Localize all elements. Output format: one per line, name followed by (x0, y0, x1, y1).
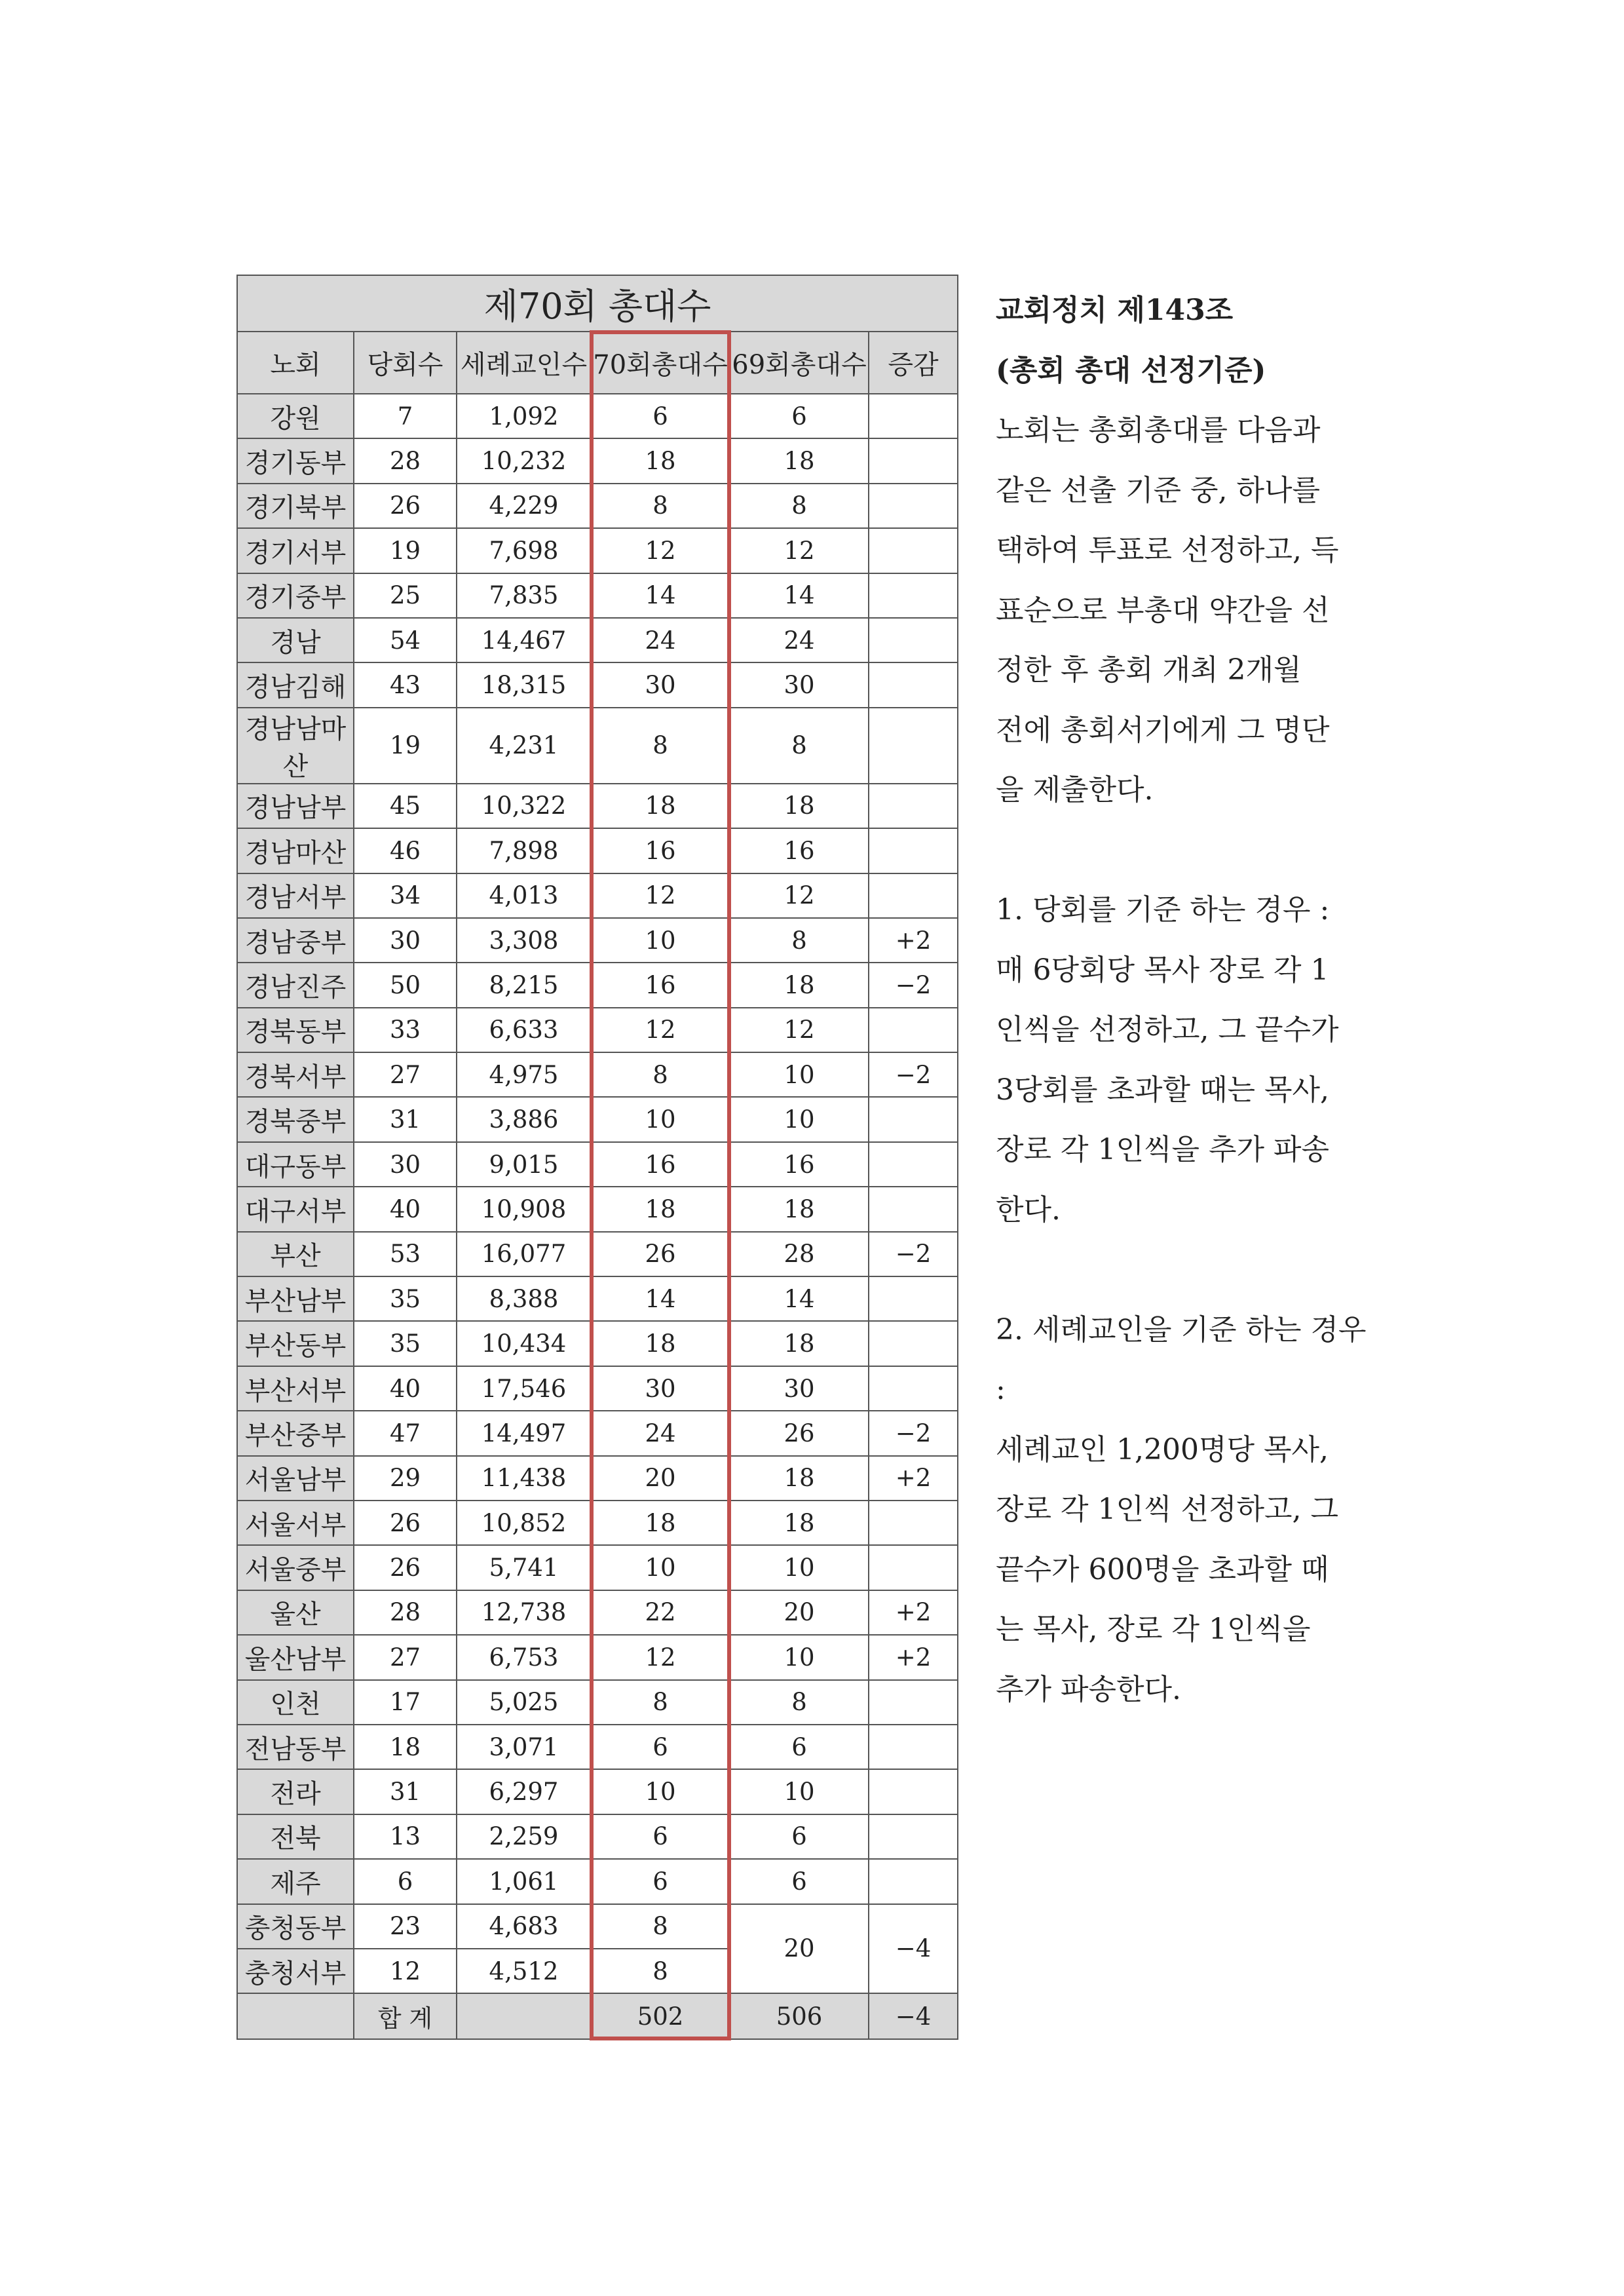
table-row (237, 1501, 958, 1545)
table-title: 제70회 총대수 (237, 275, 958, 332)
table-row (237, 1008, 958, 1052)
delegates-70-cell: 12 (591, 528, 730, 573)
session-criterion-line: 인씩을 선정하고, 그 끝수가 (996, 1013, 1339, 1046)
delegates-70-cell: 10 (591, 1769, 730, 1814)
session-count-cell: 26 (354, 1545, 457, 1590)
total-label: 합 계 (354, 1993, 457, 2039)
delegates-70-cell: 6 (591, 1859, 730, 1904)
total-row (237, 1993, 958, 2039)
table-row (237, 1590, 958, 1635)
delegates-69-cell: 6 (730, 1859, 869, 1904)
intro-line: 택하여 투표로 선정하고, 득 (996, 533, 1339, 567)
session-criterion-line: 한다. (996, 1193, 1061, 1227)
delegates-69-cell: 14 (730, 573, 869, 618)
delegates-69-cell: 10 (730, 1635, 869, 1679)
baptized-count-cell: 9,015 (457, 1142, 591, 1187)
presbytery-name-cell: 울산남부 (237, 1635, 354, 1679)
delegates-69-cell: 8 (730, 918, 869, 963)
delegates-69-cell: 8 (730, 1680, 869, 1725)
baptized-count-cell: 6,297 (457, 1769, 591, 1814)
header-row (237, 332, 958, 394)
table-row (237, 1635, 958, 1679)
presbytery-name-cell: 전북 (237, 1814, 354, 1859)
presbytery-name-cell: 울산 (237, 1590, 354, 1635)
total-empty-cell (237, 1993, 354, 2039)
baptized-count-cell: 10,322 (457, 784, 591, 828)
session-count-cell: 35 (354, 1321, 457, 1366)
presbytery-name-cell: 대구동부 (237, 1142, 354, 1187)
presbytery-name-cell: 경남 (237, 618, 354, 662)
table-row (237, 528, 958, 573)
delegates-70-cell: 18 (591, 1501, 730, 1545)
presbytery-name-cell: 서울중부 (237, 1545, 354, 1590)
session-count-cell: 45 (354, 784, 457, 828)
table-row (237, 1411, 958, 1455)
baptized-count-cell: 6,633 (457, 1008, 591, 1052)
change-cell: −2 (869, 1232, 958, 1276)
presbytery-name-cell: 경북중부 (237, 1097, 354, 1141)
table-row (237, 1321, 958, 1366)
delegates-69-cell: 18 (730, 1321, 869, 1366)
session-count-cell: 54 (354, 618, 457, 662)
table-row (237, 1904, 958, 1949)
baptized-criterion-line: 2. 세례교인을 기준 하는 경우 (996, 1312, 1367, 1347)
presbytery-name-cell: 대구서부 (237, 1187, 354, 1231)
change-cell: −2 (869, 1411, 958, 1455)
change-cell (869, 618, 958, 662)
intro-line: 을 제출한다. (996, 773, 1154, 807)
intro-line: 전에 총회서기에게 그 명단 (996, 713, 1330, 747)
change-cell (869, 662, 958, 707)
baptized-count-cell: 1,092 (457, 394, 591, 438)
presbytery-name-cell: 부산동부 (237, 1321, 354, 1366)
delegates-69-cell: 14 (730, 1276, 869, 1321)
delegates-70-cell: 18 (591, 1321, 730, 1366)
session-count-cell: 47 (354, 1411, 457, 1455)
session-count-cell: 25 (354, 573, 457, 618)
delegates-70-cell: 6 (591, 1725, 730, 1769)
delegates-70-cell: 16 (591, 963, 730, 1007)
baptized-count-cell: 7,835 (457, 573, 591, 618)
delegate-table-wrapper (236, 275, 957, 2040)
baptized-count-cell: 10,852 (457, 1501, 591, 1545)
table-row (237, 1814, 958, 1859)
delegates-69-cell: 18 (730, 1456, 869, 1501)
delegates-70-cell: 10 (591, 918, 730, 963)
table-row (237, 1545, 958, 1590)
delegates-69-cell: 18 (730, 784, 869, 828)
session-count-cell: 30 (354, 918, 457, 963)
change-cell (869, 1097, 958, 1141)
column-header-delegates-70: 70회총대수 (591, 332, 730, 394)
baptized-criterion-line: : (996, 1373, 1006, 1406)
session-criterion-line: 3당회를 초과할 때는 목사, (996, 1073, 1329, 1107)
baptized-count-cell: 6,753 (457, 1635, 591, 1679)
session-count-cell: 31 (354, 1097, 457, 1141)
baptized-count-cell: 4,231 (457, 708, 591, 784)
delegates-69-cell: 12 (730, 528, 869, 573)
table-row (237, 784, 958, 828)
presbytery-name-cell: 전라 (237, 1769, 354, 1814)
intro-line: 표순으로 부총대 약간을 선 (996, 593, 1330, 627)
session-count-cell: 12 (354, 1949, 457, 1993)
delegates-70-cell: 22 (591, 1590, 730, 1635)
baptized-criterion-line: 세례교인 1,200명당 목사, (996, 1432, 1329, 1466)
column-header-delegates-69: 69회총대수 (730, 332, 869, 394)
delegates-70-cell: 30 (591, 1366, 730, 1411)
change-cell (869, 1814, 958, 1859)
session-count-cell: 19 (354, 528, 457, 573)
session-count-cell: 40 (354, 1366, 457, 1411)
delegates-69-cell: 6 (730, 394, 869, 438)
session-criterion-line: 1. 당회를 기준 하는 경우 : (996, 893, 1330, 927)
table-row (237, 1680, 958, 1725)
delegates-69-cell: 20 (730, 1590, 869, 1635)
change-cell (869, 573, 958, 618)
delegates-70-cell: 10 (591, 1545, 730, 1590)
delegates-69-cell: 6 (730, 1725, 869, 1769)
table-row (237, 438, 958, 483)
baptized-criterion-line: 장로 각 1인씩 선정하고, 그 (996, 1493, 1338, 1526)
presbytery-name-cell: 경북동부 (237, 1008, 354, 1052)
table-row (237, 1769, 958, 1814)
change-cell (869, 1187, 958, 1231)
baptized-count-cell: 1,061 (457, 1859, 591, 1904)
presbytery-name-cell: 강원 (237, 394, 354, 438)
table-row (237, 662, 958, 707)
session-count-cell: 35 (354, 1276, 457, 1321)
table-row (237, 828, 958, 873)
delegates-69-cell: 16 (730, 828, 869, 873)
delegates-70-cell: 24 (591, 1411, 730, 1455)
delegates-70-cell: 30 (591, 662, 730, 707)
presbytery-name-cell: 경남남부 (237, 784, 354, 828)
delegates-70-cell: 12 (591, 1008, 730, 1052)
delegates-70-cell: 18 (591, 784, 730, 828)
change-cell (869, 1680, 958, 1725)
table-row (237, 873, 958, 918)
baptized-count-cell: 14,497 (457, 1411, 591, 1455)
delegates-69-cell: 10 (730, 1545, 869, 1590)
baptized-count-cell: 16,077 (457, 1232, 591, 1276)
baptized-count-cell: 3,071 (457, 1725, 591, 1769)
column-header-baptized-count: 세례교인수 (457, 332, 591, 394)
session-count-cell: 7 (354, 394, 457, 438)
baptized-count-cell: 5,025 (457, 1680, 591, 1725)
presbytery-name-cell: 제주 (237, 1859, 354, 1904)
change-cell: −2 (869, 963, 958, 1007)
total-change: −4 (869, 1993, 958, 2039)
change-cell (869, 1276, 958, 1321)
delegates-70-cell: 6 (591, 1814, 730, 1859)
column-header-session-count: 당회수 (354, 332, 457, 394)
presbytery-name-cell: 경남서부 (237, 873, 354, 918)
article-title: 교회정치 제143조 (996, 294, 1234, 327)
change-cell: +2 (869, 1456, 958, 1501)
change-cell (869, 1725, 958, 1769)
presbytery-name-cell: 서울서부 (237, 1501, 354, 1545)
baptized-count-cell: 4,512 (457, 1949, 591, 1993)
regulation-text (996, 280, 1388, 1719)
table-row (237, 1187, 958, 1231)
delegates-70-cell: 8 (591, 1949, 730, 1993)
delegates-69-cell: 12 (730, 1008, 869, 1052)
baptized-count-cell: 18,315 (457, 662, 591, 707)
delegates-69-merged-cell: 20 (730, 1904, 869, 1994)
delegates-70-cell: 24 (591, 618, 730, 662)
presbytery-name-cell: 경남중부 (237, 918, 354, 963)
table-row (237, 1232, 958, 1276)
session-count-cell: 30 (354, 1142, 457, 1187)
change-cell (869, 1769, 958, 1814)
delegates-70-cell: 12 (591, 1635, 730, 1679)
change-cell: +2 (869, 1590, 958, 1635)
total-delegates-69: 506 (730, 1993, 869, 2039)
baptized-count-cell: 12,738 (457, 1590, 591, 1635)
baptized-count-cell: 4,975 (457, 1052, 591, 1097)
baptized-count-cell: 10,908 (457, 1187, 591, 1231)
presbytery-name-cell: 서울남부 (237, 1456, 354, 1501)
delegates-70-cell: 8 (591, 1680, 730, 1725)
delegates-70-cell: 8 (591, 1052, 730, 1097)
baptized-count-cell: 10,232 (457, 438, 591, 483)
change-cell: +2 (869, 1635, 958, 1679)
baptized-count-cell: 4,013 (457, 873, 591, 918)
total-delegates-70: 502 (591, 1993, 730, 2039)
delegates-69-cell: 10 (730, 1097, 869, 1141)
baptized-count-cell: 11,438 (457, 1456, 591, 1501)
change-cell (869, 1545, 958, 1590)
session-count-cell: 23 (354, 1904, 457, 1949)
delegates-69-cell: 10 (730, 1769, 869, 1814)
baptized-count-cell: 4,683 (457, 1904, 591, 1949)
delegates-69-cell: 18 (730, 1501, 869, 1545)
delegates-70-cell: 6 (591, 394, 730, 438)
presbytery-name-cell: 경남진주 (237, 963, 354, 1007)
table-row (237, 484, 958, 528)
column-header-change: 증감 (869, 332, 958, 394)
baptized-count-cell: 17,546 (457, 1366, 591, 1411)
presbytery-name-cell: 경남남마산 (237, 708, 354, 784)
intro-line: 같은 선출 기준 중, 하나를 (996, 473, 1320, 507)
delegates-70-cell: 12 (591, 873, 730, 918)
table-body (237, 394, 958, 2039)
session-count-cell: 13 (354, 1814, 457, 1859)
change-cell: +2 (869, 918, 958, 963)
table-row (237, 573, 958, 618)
session-count-cell: 43 (354, 662, 457, 707)
delegates-69-cell: 30 (730, 662, 869, 707)
presbytery-name-cell: 경북서부 (237, 1052, 354, 1097)
table-row (237, 708, 958, 784)
delegates-70-cell: 8 (591, 484, 730, 528)
article-subtitle: (총회 총대 선정기준) (996, 353, 1266, 387)
baptized-count-cell: 14,467 (457, 618, 591, 662)
session-count-cell: 26 (354, 1501, 457, 1545)
paragraph-session-criterion (996, 880, 1388, 1240)
baptized-count-cell: 3,308 (457, 918, 591, 963)
change-cell (869, 528, 958, 573)
presbytery-name-cell: 전남동부 (237, 1725, 354, 1769)
delegates-69-cell: 18 (730, 1187, 869, 1231)
delegates-70-cell: 18 (591, 438, 730, 483)
session-count-cell: 26 (354, 484, 457, 528)
presbytery-name-cell: 경기중부 (237, 573, 354, 618)
change-cell (869, 394, 958, 438)
session-count-cell: 19 (354, 708, 457, 784)
delegates-69-cell: 18 (730, 438, 869, 483)
column-header-presbytery-name: 노회 (237, 332, 354, 394)
baptized-criterion-line: 끝수가 600명을 초과할 때 (996, 1552, 1329, 1586)
intro-line: 정한 후 총회 개최 2개월 (996, 653, 1302, 687)
change-cell (869, 708, 958, 784)
baptized-count-cell: 7,898 (457, 828, 591, 873)
delegates-69-cell: 28 (730, 1232, 869, 1276)
paragraph-intro (996, 400, 1388, 820)
change-merged-cell: −4 (869, 1904, 958, 1994)
baptized-count-cell: 2,259 (457, 1814, 591, 1859)
change-cell (869, 873, 958, 918)
delegates-69-cell: 26 (730, 1411, 869, 1455)
table-row (237, 1276, 958, 1321)
delegates-70-cell: 16 (591, 1142, 730, 1187)
delegates-70-cell: 8 (591, 708, 730, 784)
change-cell (869, 1859, 958, 1904)
presbytery-name-cell: 충청서부 (237, 1949, 354, 1993)
change-cell (869, 1008, 958, 1052)
delegates-69-cell: 8 (730, 484, 869, 528)
delegates-70-cell: 10 (591, 1097, 730, 1141)
presbytery-name-cell: 충청동부 (237, 1904, 354, 1949)
table-row (237, 618, 958, 662)
table-row (237, 1097, 958, 1141)
intro-line: 노회는 총회총대를 다음과 (996, 413, 1321, 447)
change-cell (869, 484, 958, 528)
delegate-table (236, 275, 958, 2040)
session-count-cell: 28 (354, 438, 457, 483)
change-cell (869, 1366, 958, 1411)
session-count-cell: 17 (354, 1680, 457, 1725)
change-cell (869, 1501, 958, 1545)
delegates-70-cell: 18 (591, 1187, 730, 1231)
total-empty-cell (457, 1993, 591, 2039)
delegates-69-cell: 30 (730, 1366, 869, 1411)
table-row (237, 1052, 958, 1097)
session-count-cell: 34 (354, 873, 457, 918)
delegates-69-cell: 8 (730, 708, 869, 784)
change-cell: −2 (869, 1052, 958, 1097)
presbytery-name-cell: 부산서부 (237, 1366, 354, 1411)
delegates-70-cell: 16 (591, 828, 730, 873)
session-count-cell: 27 (354, 1635, 457, 1679)
change-cell (869, 1321, 958, 1366)
delegates-70-cell: 8 (591, 1904, 730, 1949)
session-count-cell: 46 (354, 828, 457, 873)
session-count-cell: 33 (354, 1008, 457, 1052)
baptized-criterion-line: 추가 파송한다. (996, 1672, 1181, 1706)
table-row (237, 394, 958, 438)
presbytery-name-cell: 경남마산 (237, 828, 354, 873)
table-row (237, 1456, 958, 1501)
table-row (237, 1142, 958, 1187)
presbytery-name-cell: 경기동부 (237, 438, 354, 483)
presbytery-name-cell: 부산중부 (237, 1411, 354, 1455)
delegates-70-cell: 14 (591, 1276, 730, 1321)
session-count-cell: 28 (354, 1590, 457, 1635)
presbytery-name-cell: 부산 (237, 1232, 354, 1276)
presbytery-name-cell: 경기서부 (237, 528, 354, 573)
change-cell (869, 784, 958, 828)
baptized-count-cell: 7,698 (457, 528, 591, 573)
baptized-count-cell: 5,741 (457, 1545, 591, 1590)
delegates-69-cell: 10 (730, 1052, 869, 1097)
baptized-count-cell: 3,886 (457, 1097, 591, 1141)
table-row (237, 1725, 958, 1769)
table-row (237, 963, 958, 1007)
baptized-count-cell: 8,388 (457, 1276, 591, 1321)
delegates-69-cell: 16 (730, 1142, 869, 1187)
session-criterion-line: 장로 각 1인씩을 추가 파송 (996, 1133, 1329, 1166)
baptized-criterion-line: 는 목사, 장로 각 1인씩을 (996, 1613, 1311, 1646)
presbytery-name-cell: 경남김해 (237, 662, 354, 707)
baptized-count-cell: 10,434 (457, 1321, 591, 1366)
presbytery-name-cell: 부산남부 (237, 1276, 354, 1321)
session-criterion-line: 매 6당회당 목사 장로 각 1 (996, 953, 1329, 987)
presbytery-name-cell: 인천 (237, 1680, 354, 1725)
change-cell (869, 438, 958, 483)
session-count-cell: 18 (354, 1725, 457, 1769)
session-count-cell: 53 (354, 1232, 457, 1276)
baptized-count-cell: 4,229 (457, 484, 591, 528)
delegates-69-cell: 18 (730, 963, 869, 1007)
session-count-cell: 27 (354, 1052, 457, 1097)
session-count-cell: 50 (354, 963, 457, 1007)
paragraph-baptized-criterion (996, 1300, 1388, 1720)
delegates-69-cell: 6 (730, 1814, 869, 1859)
session-count-cell: 29 (354, 1456, 457, 1501)
change-cell (869, 1142, 958, 1187)
delegates-70-cell: 26 (591, 1232, 730, 1276)
table-row (237, 1366, 958, 1411)
delegates-70-cell: 20 (591, 1456, 730, 1501)
presbytery-name-cell: 경기북부 (237, 484, 354, 528)
session-count-cell: 31 (354, 1769, 457, 1814)
change-cell (869, 828, 958, 873)
delegates-69-cell: 24 (730, 618, 869, 662)
baptized-count-cell: 8,215 (457, 963, 591, 1007)
delegates-69-cell: 12 (730, 873, 869, 918)
delegates-70-cell: 14 (591, 573, 730, 618)
session-count-cell: 6 (354, 1859, 457, 1904)
session-count-cell: 40 (354, 1187, 457, 1231)
table-row (237, 1859, 958, 1904)
table-row (237, 918, 958, 963)
